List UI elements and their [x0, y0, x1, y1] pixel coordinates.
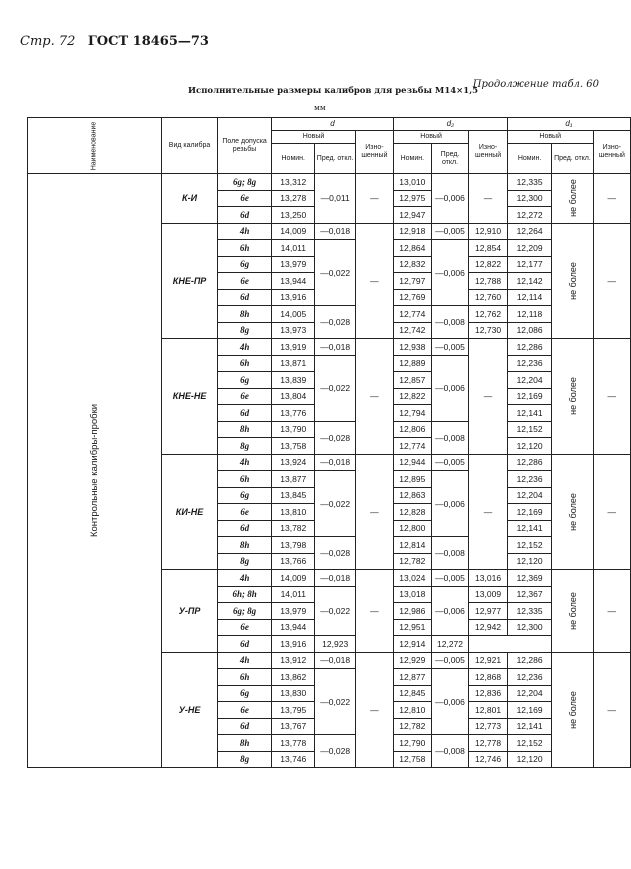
calibre-name: КНЕ-ПР	[162, 223, 218, 339]
d1-nominal-cell: 12,118	[507, 306, 552, 323]
d2-nominal-cell: 12,797	[393, 273, 431, 290]
d1-nominal-cell: 12,236	[507, 471, 552, 488]
d2-worn-cell: 12,730	[469, 322, 508, 339]
d2-nominal-cell: 12,944	[393, 454, 431, 471]
tolerance-cell: 6e	[218, 388, 272, 405]
d2-nominal-cell: 12,774	[393, 306, 431, 323]
d2-nominal-cell: 13,018	[393, 586, 431, 603]
tolerance-cell: 4h	[218, 454, 272, 471]
d1-nominal-cell: 12,120	[507, 751, 552, 768]
tolerance-cell: 6e	[218, 273, 272, 290]
tolerance-cell: 6g	[218, 256, 272, 273]
page-header	[20, 34, 209, 49]
d2-deviation-cell: —0,006	[431, 471, 469, 537]
tolerance-cell: 6g	[218, 372, 272, 389]
d2-deviation-cell: —0,005	[431, 570, 469, 587]
d2-nominal-cell: 12,828	[393, 504, 431, 521]
calibre-name: У-НЕ	[162, 652, 218, 768]
d1-dev-header: Пред. откл.	[552, 144, 593, 174]
d1-nominal-cell: 12,286	[507, 652, 552, 669]
d1-nominal-cell: 12,177	[507, 256, 552, 273]
d2-worn-cell: 12,854	[469, 240, 508, 257]
standard-code: ГОСТ 18465—73	[87, 34, 209, 49]
tolerance-cell: 6e	[218, 619, 272, 636]
d1-worn-cell: —	[593, 652, 630, 768]
d2-deviation-cell: —0,006	[431, 355, 469, 421]
tolerance-cell: 8h	[218, 421, 272, 438]
d2-nominal-cell: 12,794	[393, 405, 431, 422]
tolerance-cell: 6e	[218, 702, 272, 719]
d2-worn-cell: —	[469, 174, 508, 224]
col-kind-header: Вид калибра	[162, 118, 218, 174]
d2-worn-cell: 12,762	[469, 306, 508, 323]
d-nominal-cell: 13,312	[272, 174, 315, 191]
d1-nominal-cell: 12,169	[507, 504, 552, 521]
d-deviation-cell: —0,022	[315, 586, 356, 636]
tolerance-cell: 6h; 8h	[218, 586, 272, 603]
table-body	[28, 174, 631, 768]
d2-nominal-cell: 12,800	[393, 520, 431, 537]
d1-nominal-cell: 12,169	[507, 388, 552, 405]
calibre-name: КНЕ-НЕ	[162, 339, 218, 455]
calibre-name: КИ-НЕ	[162, 454, 218, 570]
d2-deviation-cell: —0,008	[431, 306, 469, 339]
d-nominal-cell: 13,804	[272, 388, 315, 405]
continuation-note: Продолжение табл. 60	[472, 79, 599, 90]
d1-nominal-cell: 12,300	[507, 619, 552, 636]
d-dev-header: Пред. откл.	[315, 144, 356, 174]
d-deviation-cell: —0,018	[315, 570, 356, 587]
d2-worn-cell: 13,009	[469, 586, 508, 603]
d-new-header: Новый	[272, 131, 356, 144]
d-worn-cell: —	[355, 652, 393, 768]
d1-nominal-cell: 12,086	[507, 322, 552, 339]
d1-nominal-cell: 12,120	[507, 438, 552, 455]
d2-worn-cell: 12,921	[469, 652, 508, 669]
d2-deviation-cell: —0,008	[431, 421, 469, 454]
unit-label: мм	[314, 103, 326, 112]
d2-nominal-cell: 12,864	[393, 240, 431, 257]
d1-nominal-cell: 12,236	[507, 355, 552, 372]
d2-new-header: Новый	[393, 131, 468, 144]
d2-nominal-cell: 12,923	[315, 636, 356, 653]
d2-worn-cell: 12,942	[469, 619, 508, 636]
d2-worn-cell: 13,016	[469, 570, 508, 587]
d2-worn-cell: 12,746	[469, 751, 508, 768]
d2-nominal-cell: 12,975	[393, 190, 431, 207]
d-deviation-cell: —0,028	[315, 537, 356, 570]
d-deviation-cell: —0,018	[315, 223, 356, 240]
d2-nominal-cell: 13,024	[393, 570, 431, 587]
d-worn-header: Изно-шенный	[355, 131, 393, 174]
tolerance-cell: 6h	[218, 669, 272, 686]
d2-worn-cell: 12,788	[469, 273, 508, 290]
tolerance-cell: 8h	[218, 735, 272, 752]
d2-worn-cell: 12,910	[469, 223, 508, 240]
d1-nominal-cell: 12,114	[507, 289, 552, 306]
d1-nominal-cell: 12,369	[507, 570, 552, 587]
d-nominal-cell: 14,009	[272, 570, 315, 587]
tolerance-cell: 6g; 8g	[218, 174, 272, 191]
d-nominal-cell: 13,278	[272, 190, 315, 207]
d1-deviation-cell: не более	[552, 223, 593, 339]
tolerance-cell: 6h	[218, 471, 272, 488]
d-nominal-cell: 13,839	[272, 372, 315, 389]
d2-nominal-cell: 12,863	[393, 487, 431, 504]
d1-worn-cell: —	[593, 174, 630, 224]
d2-worn-cell: 12,760	[469, 289, 508, 306]
d1-deviation-cell: не более	[552, 652, 593, 768]
d2-nominal-cell: 12,845	[393, 685, 431, 702]
d2-nominal-cell: 12,889	[393, 355, 431, 372]
col-d1-header: d₁	[507, 118, 630, 131]
d-nominal-cell: 13,250	[272, 207, 315, 224]
d1-new-header: Новый	[507, 131, 593, 144]
d-nominal-cell: 13,916	[272, 636, 315, 653]
d1-nominal-cell: 12,209	[507, 240, 552, 257]
d1-nominal-cell: 12,264	[507, 223, 552, 240]
d1-nominal-cell: 12,120	[507, 553, 552, 570]
d-deviation-cell: —0,022	[315, 355, 356, 421]
table-title: Исполнительные размеры калибров для резьбы М14×1,5	[188, 86, 479, 96]
table-row	[28, 174, 631, 191]
d2-deviation-cell: —0,008	[431, 735, 469, 768]
d1-nominal-cell: 12,335	[507, 603, 552, 620]
tolerance-cell: 6e	[218, 190, 272, 207]
d2-deviation-cell: —0,008	[431, 537, 469, 570]
d-nominal-cell: 13,944	[272, 273, 315, 290]
d-worn-cell: —	[355, 174, 393, 224]
d-nominal-cell: 13,798	[272, 537, 315, 554]
tolerance-cell: 4h	[218, 339, 272, 356]
tolerance-cell: 6e	[218, 504, 272, 521]
d1-worn-cell: —	[593, 570, 630, 653]
d2-nominal-cell: 13,010	[393, 174, 431, 191]
d2-nominal-cell: 12,938	[393, 339, 431, 356]
d-worn-cell: —	[355, 339, 393, 455]
d2-deviation-cell: —0,006	[431, 174, 469, 224]
col-d2-header: d₂	[393, 118, 507, 131]
d-nominal-cell: 13,973	[272, 322, 315, 339]
d2-worn-cell: 12,822	[469, 256, 508, 273]
d2-nominal-cell: 12,806	[393, 421, 431, 438]
d1-nominal-cell: 12,286	[507, 339, 552, 356]
d-nominal-cell: 13,979	[272, 256, 315, 273]
d-nominal-cell: 13,766	[272, 553, 315, 570]
d2-deviation-cell: —0,006	[431, 240, 469, 306]
d-deviation-cell: —0,028	[315, 421, 356, 454]
d2-worn-cell: 12,836	[469, 685, 508, 702]
d2-nominal-cell: 12,929	[393, 652, 431, 669]
d-deviation-cell: —0,022	[315, 471, 356, 537]
d-nominal-cell: 13,782	[272, 520, 315, 537]
d2-nominal-cell: 12,782	[393, 718, 431, 735]
d2-worn-cell: 12,977	[469, 603, 508, 620]
tolerance-cell: 6g; 8g	[218, 603, 272, 620]
d2-worn-cell: 12,914	[393, 636, 431, 653]
d1-nominal-cell: 12,367	[507, 586, 552, 603]
page-number: Стр. 72	[20, 34, 76, 49]
d-nominal-cell: 13,877	[272, 471, 315, 488]
d-nominal-cell: 13,862	[272, 669, 315, 686]
d1-worn-cell: —	[593, 339, 630, 455]
d1-nominal-cell: 12,152	[507, 735, 552, 752]
tolerance-cell: 6d	[218, 405, 272, 422]
tolerance-cell: 6h	[218, 355, 272, 372]
d-nominal-cell: 13,919	[272, 339, 315, 356]
col-d-header: d	[272, 118, 394, 131]
d1-nominal-cell: 12,152	[507, 421, 552, 438]
d-deviation-cell: —0,018	[315, 454, 356, 471]
d2-nominal-cell: 12,822	[393, 388, 431, 405]
d-nominal-cell: 13,746	[272, 751, 315, 768]
d2-nominal-cell: 12,877	[393, 669, 431, 686]
d1-deviation-cell: не более	[552, 570, 593, 653]
calibre-name: У-ПР	[162, 570, 218, 653]
d1-deviation-cell: не более	[552, 454, 593, 570]
d1-deviation-cell: не более	[552, 174, 593, 224]
d2-nominal-cell: 12,918	[393, 223, 431, 240]
d-nominal-cell: 13,810	[272, 504, 315, 521]
d-nominal-cell: 13,795	[272, 702, 315, 719]
tolerance-cell: 4h	[218, 223, 272, 240]
tolerance-cell: 6d	[218, 636, 272, 653]
d1-nominal-cell: 12,169	[507, 702, 552, 719]
tolerance-cell: 8g	[218, 322, 272, 339]
tolerance-cell: 8g	[218, 751, 272, 768]
col-tolerance-header: Поле допуска резьбы	[218, 118, 272, 174]
d-nominal-header: Номин.	[272, 144, 315, 174]
tolerance-cell: 6d	[218, 289, 272, 306]
d-nominal-cell: 14,009	[272, 223, 315, 240]
tolerance-cell: 8h	[218, 537, 272, 554]
d2-nominal-cell: 12,782	[393, 553, 431, 570]
d2-worn-cell: —	[469, 339, 508, 455]
d2-deviation-cell: —0,006	[431, 669, 469, 735]
d2-worn-header: Изно-шенный	[469, 131, 508, 174]
d-nominal-cell: 14,005	[272, 306, 315, 323]
d-nominal-cell: 13,871	[272, 355, 315, 372]
tolerance-cell: 8h	[218, 306, 272, 323]
d1-nominal-cell: 12,236	[507, 669, 552, 686]
d-nominal-cell: 13,979	[272, 603, 315, 620]
d-deviation-cell: —0,022	[315, 240, 356, 306]
d2-nominal-cell: 12,832	[393, 256, 431, 273]
d2-deviation-cell: —0,006	[431, 586, 469, 636]
d1-nominal-cell: 12,141	[507, 718, 552, 735]
col-name-header: Наименование	[28, 118, 162, 174]
d2-nominal-cell: 12,810	[393, 702, 431, 719]
calibre-name: К-И	[162, 174, 218, 224]
d2-worn-cell: 12,778	[469, 735, 508, 752]
d1-nominal-cell: 12,300	[507, 190, 552, 207]
d-deviation-cell: —0,018	[315, 339, 356, 356]
d-nominal-cell: 13,924	[272, 454, 315, 471]
d-deviation-cell: —0,028	[315, 735, 356, 768]
tolerance-cell: 8g	[218, 438, 272, 455]
d-nominal-cell: 13,845	[272, 487, 315, 504]
d-deviation-cell: —0,028	[315, 306, 356, 339]
d2-nominal-cell: 12,769	[393, 289, 431, 306]
d1-nominal-cell: 12,141	[507, 520, 552, 537]
d-deviation-cell: —0,022	[315, 669, 356, 735]
d-nominal-cell: 13,916	[272, 289, 315, 306]
d-nominal-cell: 13,790	[272, 421, 315, 438]
tolerance-cell: 6h	[218, 240, 272, 257]
tolerance-cell: 6g	[218, 487, 272, 504]
d-nominal-cell: 14,011	[272, 240, 315, 257]
d1-nominal-cell: 12,204	[507, 685, 552, 702]
d2-deviation-cell: —0,005	[431, 454, 469, 471]
d1-nominal-cell: 12,335	[507, 174, 552, 191]
d-worn-cell: —	[355, 223, 393, 339]
d2-deviation-cell: —0,005	[431, 652, 469, 669]
d2-nominal-cell: 12,790	[393, 735, 431, 752]
tolerance-cell: 6d	[218, 520, 272, 537]
d-nominal-cell: 13,944	[272, 619, 315, 636]
tolerance-cell: 4h	[218, 652, 272, 669]
d2-nominal-cell: 12,986	[393, 603, 431, 620]
d1-worn-cell: —	[593, 454, 630, 570]
d-nominal-cell: 13,778	[272, 735, 315, 752]
tolerance-cell: 6d	[218, 718, 272, 735]
d-nominal-cell: 13,912	[272, 652, 315, 669]
tolerance-cell: 6g	[218, 685, 272, 702]
d2-nominal-cell: 12,947	[393, 207, 431, 224]
tolerance-cell: 8g	[218, 553, 272, 570]
d1-nominal-cell: 12,152	[507, 537, 552, 554]
d2-worn-cell: —	[469, 454, 508, 570]
d2-nominal-cell: 12,857	[393, 372, 431, 389]
d-nominal-cell: 13,767	[272, 718, 315, 735]
d1-worn-cell: —	[593, 223, 630, 339]
d1-worn-header: Изно-шенный	[593, 131, 630, 174]
d1-nominal-header: Номин.	[507, 144, 552, 174]
d2-nominal-cell: 12,895	[393, 471, 431, 488]
d2-nominal-cell: 12,951	[393, 619, 431, 636]
d1-nominal-cell: 12,204	[507, 372, 552, 389]
tolerance-cell: 4h	[218, 570, 272, 587]
d-deviation-cell: —0,011	[315, 174, 356, 224]
d-nominal-cell: 14,011	[272, 586, 315, 603]
d-nominal-cell: 13,758	[272, 438, 315, 455]
d2-worn-cell: 12,801	[469, 702, 508, 719]
d-deviation-cell: —0,018	[315, 652, 356, 669]
d2-worn-cell: 12,868	[469, 669, 508, 686]
d2-nominal-cell: 12,814	[393, 537, 431, 554]
d-nominal-cell: 13,830	[272, 685, 315, 702]
d2-nominal-cell: 12,758	[393, 751, 431, 768]
d2-deviation-cell: —0,005	[431, 223, 469, 240]
d2-worn-cell: 12,773	[469, 718, 508, 735]
d2-nominal-header: Номин.	[393, 144, 431, 174]
side-group-label: Контрольные калибры-пробки	[28, 174, 162, 768]
d2-dev-header: Пред. откл.	[431, 144, 469, 174]
d1-nominal-cell: 12,142	[507, 273, 552, 290]
calibre-table	[27, 117, 631, 768]
d2-nominal-cell: 12,774	[393, 438, 431, 455]
tolerance-cell: 6d	[218, 207, 272, 224]
d-nominal-cell: 13,776	[272, 405, 315, 422]
d1-deviation-cell: не более	[552, 339, 593, 455]
d1-nominal-cell: 12,286	[507, 454, 552, 471]
d1-nominal-cell: 12,272	[431, 636, 469, 653]
d1-nominal-cell: 12,204	[507, 487, 552, 504]
d-worn-cell: —	[355, 454, 393, 570]
d-worn-cell: —	[355, 570, 393, 653]
d2-nominal-cell: 12,742	[393, 322, 431, 339]
d1-nominal-cell: 12,272	[507, 207, 552, 224]
d1-nominal-cell: 12,141	[507, 405, 552, 422]
d2-deviation-cell: —0,005	[431, 339, 469, 356]
